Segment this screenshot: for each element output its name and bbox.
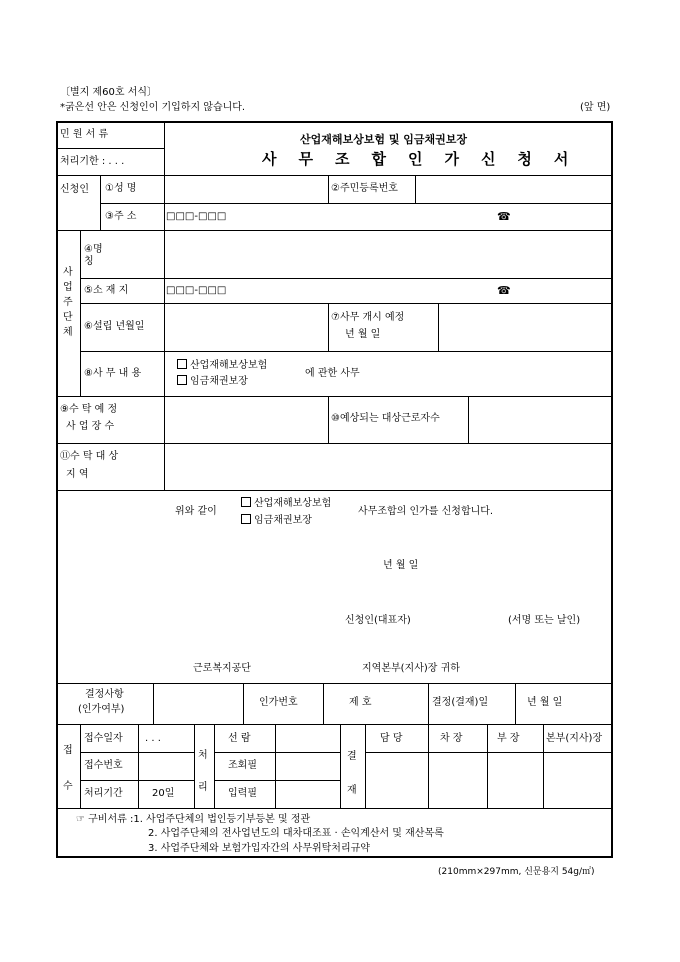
business-postal-boxes: □□□-□□□ [166,285,227,296]
role-staff: 담 당 [380,733,403,744]
input-label: 입력필 [228,788,257,799]
start-date-label: ⑦사무 개시 예정 [331,312,405,323]
fill-note: *굵은선 안은 신청인이 기입하지 않습니다. [60,102,246,113]
entrust-area-label2: 지 역 [66,469,89,480]
period-label: 처리기간 [84,788,123,799]
deadline-label: 처리기한 : . . . [60,156,125,167]
receipt-date-label: 접수일자 [84,733,123,744]
doc-type-label: 민 원 서 류 [60,129,109,140]
apply-wage-checkbox[interactable] [241,514,251,524]
business-name-label: ④명 칭 [84,244,103,267]
duty-insurance-checkbox[interactable] [177,359,187,369]
agency-name: 근로복지공단 [193,663,251,674]
required-docs-2: 2. 사업주단체의 전사업년도의 대차대조표 · 손익계산서 및 재산목록 [148,828,444,839]
business-phone-icon: ☎ [497,284,511,297]
expected-workers-label: ⑩예상되는 대상근로자수 [331,413,440,424]
duty-wage-checkbox[interactable] [177,375,187,385]
receipt-label: 접수 [63,745,73,792]
paper-spec: (210mm×297mm, 신문용지 54g/㎡) [438,867,595,877]
statement-suffix: 사무조합의 인가를 신청합니다. [358,506,494,517]
form-title: 사무조합인가신청서 [262,150,591,168]
decision-date-label: 결정(결재)일 [432,697,489,708]
approval-label: 결재 [347,751,357,796]
decision-label: 결정사항 [85,689,124,700]
business-group-label: 사업주단체 [63,267,73,338]
permit-no-value: 제 호 [349,697,372,708]
name-label: ①성 명 [105,183,137,194]
establish-date-label: ⑥설립 년월일 [84,321,145,332]
duty-suffix: 에 관한 사무 [305,368,360,379]
resident-id-label: ②주민등록번호 [331,183,398,194]
address-label: ③주 소 [105,211,137,222]
sign-note: (서명 또는 날인) [508,615,581,626]
start-date-ymd: 년 월 일 [345,329,381,340]
entrust-count-label: ⑨수 탁 예 정 [60,404,118,415]
required-docs-3: 3. 사업주단체와 보험가입자간의 사무위탁처리규약 [148,843,370,854]
handle-label: 처리 [198,750,208,793]
apply-option-wage: 임금채권보장 [254,515,312,526]
receipt-no-label: 접수번호 [84,760,123,771]
applicant-label: 신청인 [60,184,89,195]
postal-code-boxes: □□□-□□□ [166,211,227,222]
form-subtitle: 산업재해보상보험 및 임금채권보장 [300,133,468,146]
period-value: 20일 [152,788,175,799]
signer-label: 신청인(대표자) [345,615,411,626]
business-location-label: ⑤소 재 지 [84,285,129,296]
review-label: 선 람 [228,733,251,744]
statement-prefix: 위와 같이 [175,506,217,517]
phone-icon: ☎ [497,210,511,223]
permit-no-label: 인가번호 [259,697,298,708]
role-deputy: 차 장 [440,733,463,744]
receipt-date-value: . . . [145,733,161,744]
apply-option-insurance: 산업재해보상보험 [254,498,332,509]
duty-option-insurance: 산업재해보상보험 [190,360,268,371]
form-number: 〔별지 제60호 서식〕 [60,87,158,98]
inquiry-label: 조회필 [228,760,257,771]
required-docs-1: ☞ 구비서류 :1. 사업주단체의 법인등기부등본 및 정관 [76,814,311,825]
decision-date-value: 년 월 일 [527,697,563,708]
addressee: 지역본부(지사)장 귀하 [362,663,460,674]
page-side: (앞 면) [580,102,611,113]
statement-date: 년 월 일 [383,560,419,571]
role-manager: 부 장 [497,733,520,744]
role-branch-head: 본부(지사)장 [546,733,603,744]
apply-insurance-checkbox[interactable] [241,497,251,507]
duty-option-wage: 임금채권보장 [190,376,248,387]
decision-label2: (인가여부) [78,704,125,715]
entrust-area-label: ⑪수 탁 대 상 [60,451,119,462]
entrust-count-label2: 사 업 장 수 [66,421,115,432]
duty-label: ⑧사 무 내 용 [84,368,142,379]
